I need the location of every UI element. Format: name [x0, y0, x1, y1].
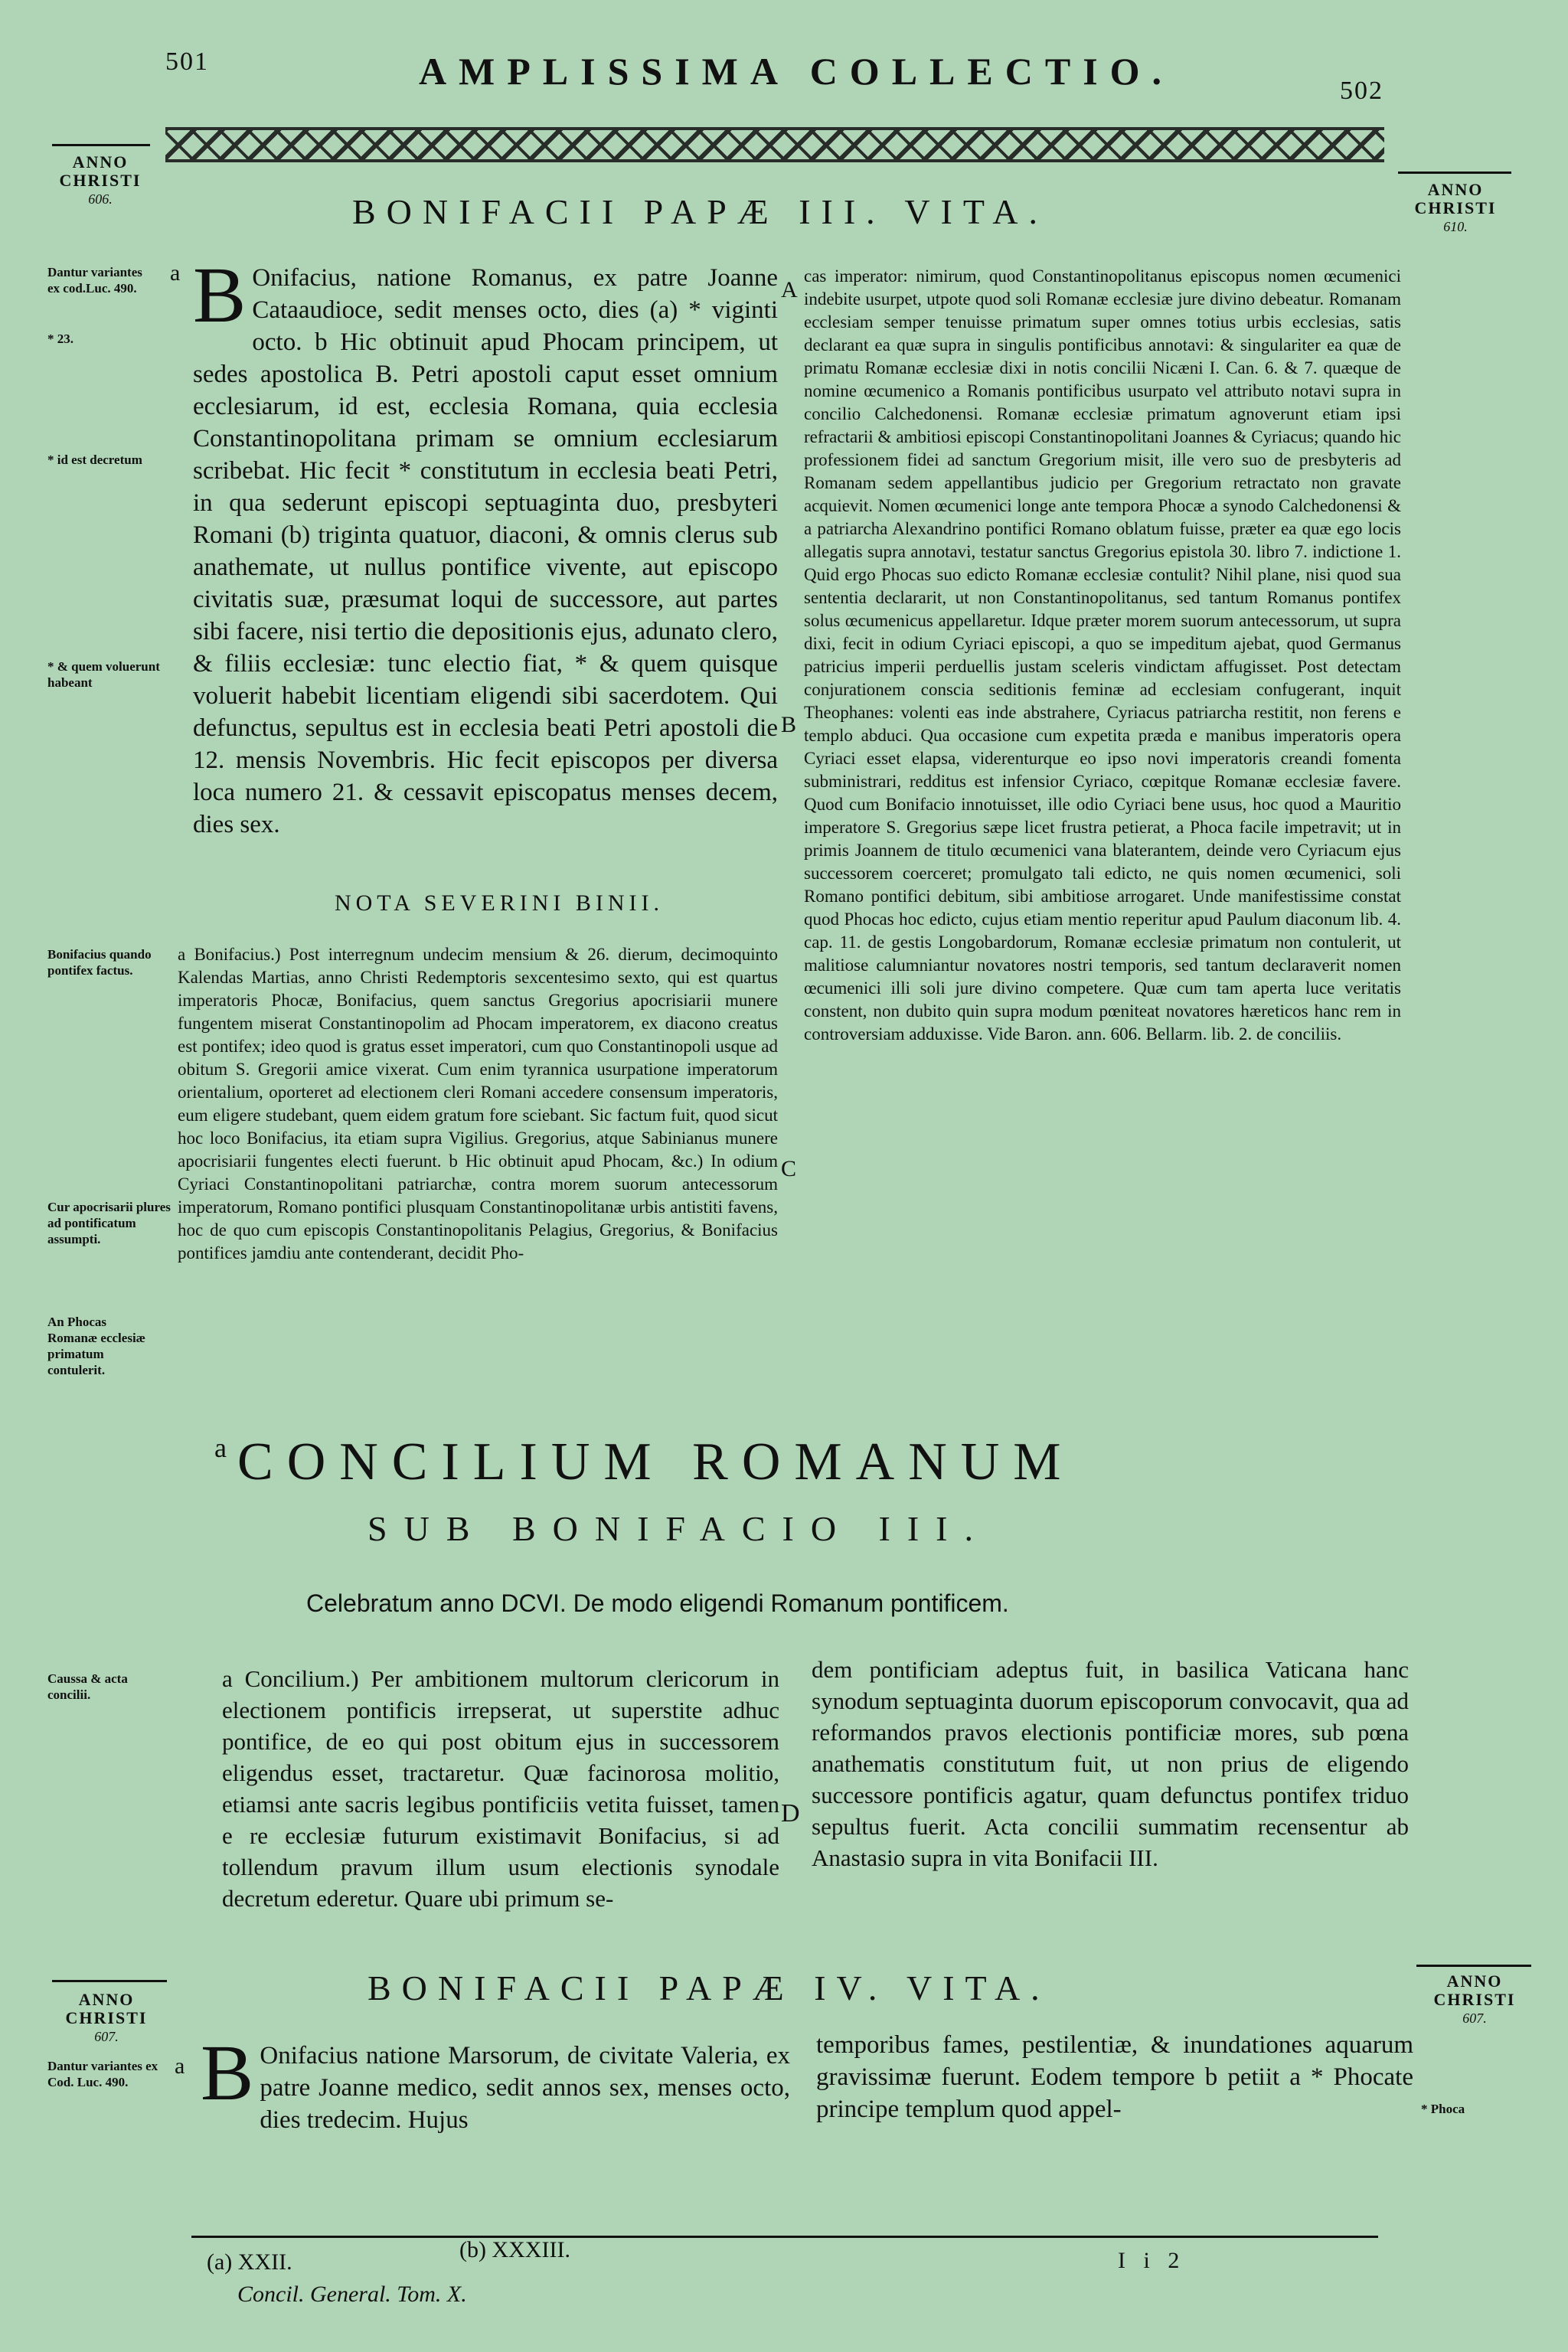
christi-label: CHRISTI	[65, 2008, 148, 2027]
margin-note-variants-2: Dantur variantes ex Cod. Luc. 490.	[47, 2059, 158, 2089]
anno-rule-left	[52, 144, 150, 146]
anno-christi-right-top	[1390, 181, 1521, 236]
footnote-b: (b) XXXIII.	[459, 2237, 570, 2262]
anno-rule-right-2	[1416, 1965, 1531, 1967]
anno-year: 606.	[88, 191, 113, 207]
concilium-sub: SUB BONIFACIO III.	[368, 1509, 990, 1548]
note-letter-a: a	[170, 260, 181, 286]
vita2-left-text: B Onifacius natione Marsorum, de civitate Valeria, ex patre Joanne medico, sedit annos sex, menses octo, dies tredecim. Hujus	[201, 2040, 790, 2134]
christi-label: CHRISTI	[1414, 198, 1497, 217]
nota-title: NOTA SEVERINI BINII.	[334, 890, 665, 916]
footer-rule	[191, 2236, 1378, 2238]
margin-note-caussa: Caussa & acta concilii.	[47, 1671, 128, 1702]
nota-text: a Bonifacius.) Post interregnum undecim mensium & 26. dierum, decimoquinto Kalendas Martias, anno Christi Redemptoris sexcentesimo sexto, qui est quartus imperatoris Phocæ, Bonifacius, quem sanctus Gregorius apocrisiarii munere fungentem miserat Constantinopolim ad Phocam imperatorem, ex diacono creatus est pontifex; ideo quod is gratus esset imperatori, cum quo Constantinopoli usque ad obitum S. Gregorii amice vixerat. Cum enim tyrannica usurpatione imperatorum orientalium, oporteret ad electionem cleri Romani accedere consensum imperatoris, eum eligere studebant, quem eidem gratum fore sciebant. Sic factum fuit, quod sicut hoc loco Bonifacius, ita etiam supra Vigilius. Gregorius, atque Sabinianus munere apocrisiarii fungentes electi fuerunt. b Hic obtinuit apud Phocam, &c.) In odium Cyriaci Constantinopolitani patriarchæ, contra morem suorum antecessorum imperatorum, Romano pontifici plusquam Constantinopolitanæ urbis antistiti favens, hoc de quo cum episcopis Constantinopolitanis Pelagius, Gregorius, & Bonifacius pontifices jamdiu ante contenderant, decidit Pho-	[178, 945, 778, 1263]
anno-christi-left-2	[49, 1991, 164, 2046]
anno-rule-right	[1398, 172, 1511, 174]
marker-b: B	[781, 712, 797, 737]
anno-rule-left-2	[52, 1980, 167, 1982]
vita-title-bonifacius-iii: BONIFACII PAPÆ III. VITA.	[352, 192, 1049, 231]
marker-d: D	[781, 1799, 800, 1828]
concilium-left-text: a Concilium.) Per ambitionem multorum clericorum in electionem pontificis irrepserat, ut superstite adhuc pontifice, de eo qui post obitum ejus in successorem eligendus esset, tractaretur. Quæ facinorosa molitio, etiamsi ante sacris legibus pontificiis vetita fuisset, tamen e re ecclesiæ futurum existimavit Bonifacius, si ad tollendum pravum illum usum electionis synodale decretum ederetur. Quare ubi primum se-	[222, 1665, 779, 1912]
marker-a: A	[781, 277, 798, 302]
source-line: Concil. General. Tom. X.	[237, 2282, 467, 2307]
page-number-left: 501	[165, 47, 209, 76]
concilium-note-marker: a	[214, 1432, 227, 1463]
anno-year: 607.	[1462, 2011, 1487, 2026]
ornamental-border	[165, 127, 1384, 162]
anno-label: ANNO	[1427, 180, 1484, 199]
margin-note-23: * 23.	[47, 332, 74, 346]
margin-note-phoca: * Phoca	[1421, 2102, 1465, 2116]
right-column-text: cas imperator: nimirum, quod Constantinopolitanus episcopus nomen œcumenici indebite usurpet, utpote quod soli Romanæ ecclesiæ jure divino debeatur. Romanam ecclesiam semper tenuisse primatum super omnes totius urbis ecclesias, satis declarant ea quæ supra in singulis pontificibus annotavi: & singulariter ea quæ de primatu Romanæ ecclesiæ dixi in notis concilii Nicæni I. Can. 6. & 7. quæque de nomine œcumenico a Romanis pontificibus usurpato vel attributo notavi supra in concilio Calchedonensi. Romanæ ecclesiæ primatum agnoverunt etiam ipsi refractarii & ambitiosi episcopi Constantinopolitani Joannes & Cyriacus; quando hic professionem fidei ad sanctum Gregorium misit, ille vero suo de presbyteris ad Romanam sedem appellantibus judicio per Gregorium retractato non gravate acquievit. Nomen œcumenici longe ante tempora Phocæ a synodo Calchedonensi & a patriarcha Alexandrino pontifici Romano oblatum fuisse, præter ea quæ ego locis allegatis supra annotavi, testatur sanctus Gregorius epistola 30. libro 7. indictione 1. Quid ergo Phocas suo edicto Romanæ ecclesiæ contulit? Nihil plane, nisi quod sua sententia declararit, ut non Constantinopolitanus, sed tantum Romanus pontifex solus œcumenicus appellaretur. Idque præter morem suorum antecessorum, ut supra dixi, fecit in odium Cyriaci episcopi, a quo se impeditum ajebat, quod Germanus patricius imperii perduellis justam sceleris vindictam affugisset. Post detectam conjurationem conscia seditionis feminæ ad ecclesiam confugerant, inquit Theophanes: volenti eas inde abstrahere, Cyriacus patriarcha restitit, non ferens e templo abduci. Qua occasione cum expetita præda e manibus imperatoris opera Cyriaci esset elapsa, viderenturque eo ipso novi imperatoris creandi fomenta subministrari, redditus est infensior Cyriaco, cœpitque Romanæ ecclesiæ favere. Quod cum Bonifacio innotuisset, ille odio Cyriaci bene usus, hoc quod a Mauritio imperatore S. Gregorius sæpe licet frustra petierat, a Phoca facile impetravit; ut in primis Joannem de titulo œcumenici vana blaterantem, deinde vero Cyriacum ejus successorem coerceret; promulgato tali edicto, ne quis nomen œcumenici, soli Romano pontifici debitum, sibi ambitiose arrogaret. Unde manifestissime constat quod Phocas hoc edicto, cujus etiam mentio reperitur apud Paulum diaconum lib. 4. cap. 11. de gestis Longobardorum, Romanæ ecclesiæ primatum non contulerit, ut malitiose calumniantur novatores nostri temporis, sed tantum declaraverit nomen œcumenici illi soli jure divino competere. Quæ cum tam aperta luce veritatis constent, non dubito quin supra modum pœniteat novatores hæreticos hanc rem in controversiam adduxisse. Vide Baron. ann. 606. Bellarm. lib. 2. de conciliis.	[804, 266, 1401, 1044]
vita-text-bonifacius-iii: B Onifacius, natione Romanus, ex patre Joanne Cataaudioce, sedit menses octo, dies (a) * viginti octo. b Hic obtinuit apud Phocam principem, ut sedes apostolica B. Petri apostoli caput esset omnium ecclesiarum, id est, ecclesia Romana, quia ecclesia Constantinopolitana primam se omnium ecclesiarum scribebat. Hic fecit * constitutum in ecclesia beati Petri, in qua sederunt episcopi septuaginta duo, presbyteri Romani (b) triginta quatuor, diaconi, & omnis clerus sub anathemate, ut nullus pontifice vivente, aut episcopo civitatis suæ, præsumat loqui de successore, aut partes sibi facere, nisi tertio die depositionis ejus, adunato clero, & filiis ecclesiæ: tunc electio fiat, * & quem quisque voluerit habebit licentiam eligendi sibi sacerdotem. Qui defunctus, sepultus est in ecclesia beati Petri apostoli die 12. mensis Novembris. Hic fecit episcopos per diversa loca numero 21. & cessavit episcopatus menses decem, dies sex.	[193, 262, 778, 838]
anno-label: ANNO	[78, 1990, 135, 2009]
concilium-title: CONCILIUM ROMANUM	[237, 1432, 1075, 1491]
running-title: AMPLISSIMA COLLECTIO.	[418, 50, 1174, 93]
signature-mark: I i 2	[1118, 2248, 1186, 2273]
page-number-right: 502	[1340, 77, 1383, 105]
vita-title-bonifacius-iv: BONIFACII PAPÆ IV. VITA.	[368, 1968, 1050, 2007]
anno-year: 607.	[94, 2029, 119, 2044]
margin-note-variants: Dantur variantes ex cod.Luc. 490.	[47, 265, 142, 296]
christi-label: CHRISTI	[59, 171, 142, 190]
margin-note-quem-voluerunt: * & quem voluerunt habeant	[47, 659, 160, 690]
anno-label: ANNO	[72, 152, 129, 172]
anno-year: 610.	[1443, 219, 1468, 234]
anno-label: ANNO	[1446, 1971, 1503, 1991]
dropcap-b-2: B	[201, 2040, 254, 2117]
margin-note-decretum: * id est decretum	[47, 452, 142, 467]
footnote-a: (a) XXII.	[207, 2249, 292, 2275]
concilium-subtitle: Celebratum anno DCVI. De modo eligendi Romanum pontificem.	[306, 1589, 1009, 1617]
dropcap-b: B	[193, 262, 247, 339]
concilium-right-text: dem pontificiam adeptus fuit, in basilica Vaticana hanc synodum septuaginta duorum episcoporum convocavit, qua ad reformandos pravos electionis pontificiæ mores, sub pœna anathematis constitutum fuit, ut non prius de eligendo successore pontificis agatur, quam defunctus pontifex triduo sepultus fuerit. Acta concilii summatim recensentur ab Anastasio supra in vita Bonifacii III.	[812, 1656, 1409, 1871]
marker-c: C	[781, 1156, 797, 1181]
vita2-right-text: temporibus fames, pestilentiæ, & inundationes aquarum gravissimæ fuerunt. Eodem tempore b petiit a * Phocate principe templum quod appel-	[816, 2031, 1413, 2123]
margin-note-apocrisarii: Cur apocrisarii plures ad pontificatum assumpti.	[47, 1200, 171, 1246]
christi-label: CHRISTI	[1433, 1990, 1516, 2009]
note-letter-a-2: a	[175, 2053, 185, 2079]
anno-christi-left-top	[43, 153, 158, 208]
margin-note-phocas: An Phocas Romanæ ecclesiæ primatum contulerit.	[47, 1315, 145, 1377]
margin-note-quando-pontifex: Bonifacius quando pontifex factus.	[47, 947, 152, 978]
anno-christi-right-2	[1413, 1972, 1536, 2027]
